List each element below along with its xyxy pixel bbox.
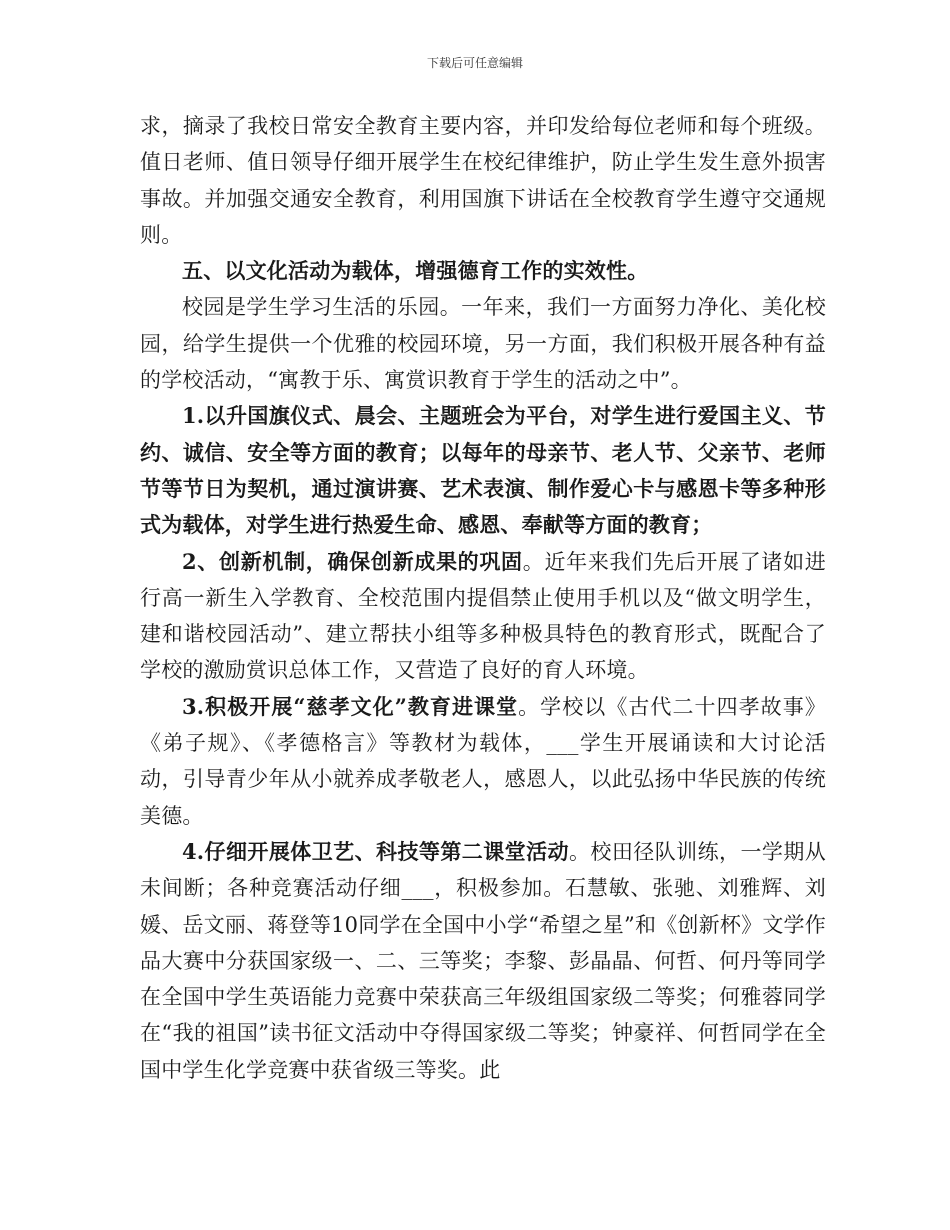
item-text: 。近年来我们先后开展了诸如进行高一新生入学教育、全校范围内提倡禁止使用手机以及“做文明学生，建和谐校园活动”、建立帮扶小组等多种极具特色的教育形式，既配合了学校的激励赏识总体工作，又营造了良好的育人环境。 (140, 549, 826, 683)
item-lead: 2、创新机制，确保创新成果的巩固 (182, 548, 523, 574)
page-header: 下载后可任意编辑 (426, 56, 523, 70)
paragraph-text: 校园是学生学习生活的乐园。一年来，我们一方面努力净化、美化校园，给学生提供一个优雅的校园环境，另一方面，我们积极开展各种有益的学校活动，“寓教于乐、寓赏识教育于学生的活动之中”。 (140, 295, 826, 393)
paragraph-item-3 (140, 689, 826, 834)
paragraph-text: 求，摘录了我校日常安全教育主要内容，并印发给每位老师和每个班级。值日老师、值日领导仔细开展学生在校纪律维护，防止学生发生意外损害事故。并加强交通安全教育，利用国旗下讲话在全校教育学生遵守交通规则。 (140, 114, 826, 247)
section-heading (140, 253, 826, 289)
paragraph-item-1 (140, 398, 826, 543)
paragraph-item-2 (140, 544, 826, 689)
section-heading-text: 五、以文化活动为载体，增强德育工作的实效性。 (182, 258, 649, 284)
item-lead: 3.积极开展“慈孝文化”教育进课堂 (182, 693, 519, 719)
paragraph-continued (140, 108, 826, 253)
paragraph (140, 289, 826, 398)
item-lead: 4.仔细开展体卫艺、科技等第二课堂活动 (182, 838, 569, 864)
document-body (140, 108, 826, 1088)
item-text: 。校田径队训练，一学期从未间断；各种竞赛活动仔细___，积极参加。石慧敏、张驰、刘雅辉、刘媛、岳文丽、蒋登等10同学在全国中小学“希望之星”和《创新杯》文学作品大赛中分获国家级一、二、三等奖；李黎、彭晶晶、何哲、何丹等同学在全国中学生英语能力竞赛中荣获高三年级组国家级二等奖；何雅蓉同学在“我的祖国”读书征文活动中夺得国家级二等奖；钟豪祥、何哲同学在全国中学生化学竞赛中获省级三等奖。此 (140, 839, 826, 1082)
item-lead: 1.以升国旗仪式、晨会、主题班会为平台，对学生进行爱国主义、节约、诚信、安全等方面的教育；以每年的母亲节、老人节、父亲节、老师节等节日为契机，通过演讲赛、艺术表演、制作爱心卡与感恩卡等多种形式为载体，对学生进行热爱生命、感恩、奉献等方面的教育； (140, 403, 826, 538)
item-text: 。学校以《古代二十四孝故事》《弟子规》、《孝德格言》等教材为载体，___学生开展诵读和大讨论活动，引导青少年从小就养成孝敬老人，感恩人，以此弘扬中华民族的传统美德。 (140, 694, 826, 828)
paragraph-item-4 (140, 834, 826, 1088)
